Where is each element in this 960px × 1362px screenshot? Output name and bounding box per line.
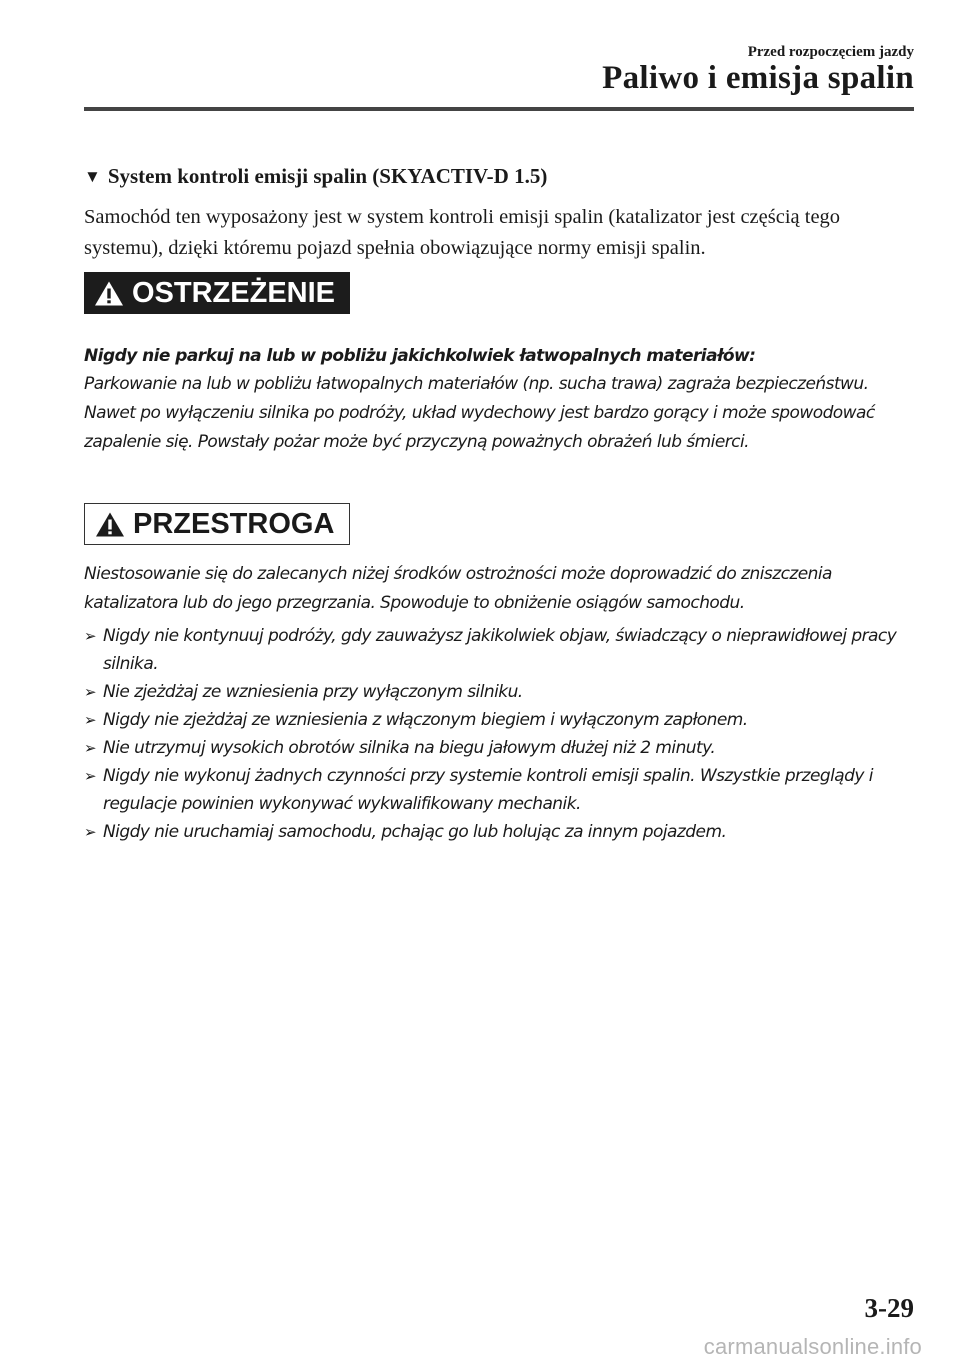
section-heading-text: System kontroli emisji spalin (SKYACTIV-D 1.5) — [107, 164, 548, 188]
caution-badge — [84, 503, 350, 545]
list-item: ➢ Nigdy nie wykonuj żadnych czynności przy systemie kontroli emisji spalin. Wszystkie przeglądy i regulacje powinien wykonywać wykwalifikowany mechanik. — [84, 762, 920, 818]
list-item: ➢ Nigdy nie uruchamiaj samochodu, pchając go lub holując za innym pojazdem. — [84, 818, 920, 846]
page-number: 3-29 — [864, 1293, 914, 1323]
warning-triangle-icon — [94, 280, 124, 307]
section-marker-icon: ▼ — [84, 167, 101, 186]
arrow-bullet-icon: ➢ — [84, 823, 97, 841]
caution-list — [84, 622, 920, 846]
section-heading — [84, 164, 547, 189]
header-divider — [84, 107, 914, 111]
arrow-bullet-icon: ➢ — [84, 767, 97, 785]
list-item: ➢ Nie utrzymuj wysokich obrotów silnika na biegu jałowym dłużej niż 2 minuty. — [84, 734, 920, 762]
intro-paragraph: Samochód ten wyposażony jest w system kontroli emisji spalin (katalizator jest częścią tego systemu), dzięki któremu pojazd spełnia obowiązujące normy emisji spalin. — [84, 206, 841, 259]
arrow-bullet-icon: ➢ — [84, 683, 97, 701]
arrow-bullet-icon: ➢ — [84, 739, 97, 757]
warning-triangle-icon — [95, 511, 125, 538]
caution-body: Niestosowanie się do zalecanych niżej środków ostrożności może doprowadzić do zniszczenia katalizatora lub do jego przegrzania. Spowoduje to obniżenie osiągów samochodu. — [84, 564, 832, 613]
caution-label: PRZESTROGA — [133, 507, 335, 540]
warning-badge — [84, 272, 350, 314]
warning-body: Parkowanie na lub w pobliżu łatwopalnych materiałów (np. sucha trawa) zagraża bezpieczeństwu. Nawet po wyłączeniu silnika po podróży, układ wydechowy jest bardzo gorący i może spowodować zapalenie się. Powstały pożar może być przyczyną poważnych obrażeń lub śmierci. — [84, 374, 875, 452]
arrow-bullet-icon: ➢ — [84, 627, 97, 645]
list-item: ➢ Nigdy nie zjeżdżaj ze wzniesienia z włączonym biegiem i wyłączonym zapłonem. — [84, 706, 920, 734]
warning-label: OSTRZEŻENIE — [132, 276, 336, 309]
chapter-label: Przed rozpoczęciem jazdy — [747, 44, 914, 60]
page-title: Paliwo i emisja spalin — [602, 60, 914, 96]
arrow-bullet-icon: ➢ — [84, 711, 97, 729]
list-item: ➢ Nie zjeżdżaj ze wzniesienia przy wyłączonym silniku. — [84, 678, 920, 706]
list-item: ➢ Nigdy nie kontynuuj podróży, gdy zauważysz jakikolwiek objaw, świadczący o nieprawidłowej pracy silnika. — [84, 622, 920, 678]
watermark: carmanualsonline.info — [703, 1334, 922, 1359]
warning-heading: Nigdy nie parkuj na lub w pobliżu jakichkolwiek łatwopalnych materiałów: — [84, 346, 756, 366]
